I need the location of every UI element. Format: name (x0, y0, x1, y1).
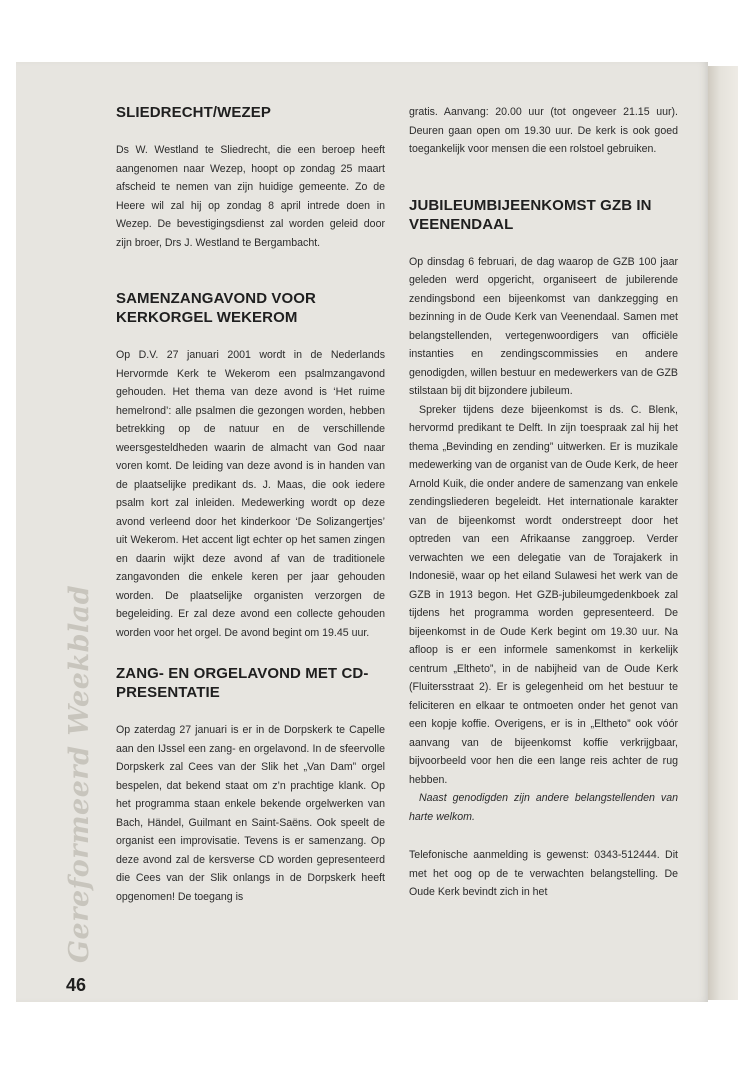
article-continuation: gratis. Aanvang: 20.00 uur (tot ongeveer 21.15 uur). Deuren gaan open om 19.30 uur. De kerk is ook goed toegankelijk voor mensen die een rolstoel gebruiken. (409, 106, 678, 155)
article-sliedrecht-wezep: Ds W. Westland te Sliedrecht, die een beroep heeft aangenomen naar Wezep, hoopt op zondag 25 maart afscheid te nemen van zijn huidige gemeente. Zo de Heere wil zal hij op zondag 8 april intrede doen in Wezep. De bevestigingsdienst zal worden geleid door zijn broer, Drs J. Westland te Bergambacht. (116, 144, 385, 249)
article-zang-orgelavond: Op zaterdag 27 januari is er in de Dorpskerk te Capelle aan den IJssel een zang- en orgelavond. In de sfeervolle Dorpskerk zal Cees van der Slik het „Van Dam” orgel bespelen, dat bekend staat om z’n prachtige klank. Op het programma staan enkele bekende orgelwerken van Bach, Händel, Guilmant en Saint-Saëns. Ook speelt de organist een improvisatie. Tevens is er samenzang. Op deze avond zal de kersverse CD worden gepresenteerd die Cees van der Slik onlangs in de Dorpskerk heeft opgenomen! De toegang is (116, 724, 385, 903)
article-jubileum-paragraph: Spreker tijdens deze bijeenkomst is ds. C. Blenk, hervormd predikant te Delft. In zijn toespraak zal hij het thema „Bevinding en zending” uitwerken. Er is muzikale medewerking van de organist van de Oude Kerk, de heer Arnold Kuik, die onder andere de samenzang van enkele zendingsliederen begeleidt. Het internationale karakter van de bijeenkomst wordt onderstreept door het optreden van een Afrikaanse zanggroep. Verder verwachten we een delegatie van de Torajakerk in Indonesië, waar op het eiland Sulawesi het werk van de GZB in 1913 begon. Het GZB-jubileumgedenkboek zal tijdens het programma worden gepresenteerd. De bijeenkomst in de Oude Kerk begint om 19.30 uur. Na afloop is er een informele samenkomst in kerkelijk centrum „Eltheto”, in de nabijheid van de Oude Kerk (Fluitersstraat 2). Er is gelegenheid om het bestuur te feliciteren en elkaar te ontmoeten onder het genot van een kopje koffie. Overigens, er is in „Eltheto” ook vóór aanvang van de bijeenkomst koffie verkrijgbaar, bijvoorbeeld voor hen die een lange reis achter de rug hebben. (409, 403, 678, 786)
magazine-title-vertical: Gereformeerd Weekblad (64, 584, 95, 963)
right-column (409, 103, 678, 902)
left-column (116, 103, 385, 906)
article-samenzangavond: Op D.V. 27 januari 2001 wordt in de Nederlands Hervormde Kerk te Wekerom een psalmzangavond gehouden. Het thema van deze avond is ‘Het ruime hemelrond’: alle psalmen die gezongen worden, hebben betrekking op de natuur en de verschillende weersgesteldheden waarin de almacht van God naar voren komt. De leiding van deze avond is in handen van de plaatselijke predikant ds. J. Maas, die ook iedere psalm kort zal inleiden. Medewerking wordt op deze avond verleend door het kinderkoor ‘De Solizangertjes’ uit Wekerom. Het accent ligt echter op het samen zingen en daarin wijkt deze avond af van de traditionele zangavonden die enkele keren per jaar gehouden worden. De plaatselijke organisten verzorgen de begeleiding. Er zal deze avond een collecte gehouden worden voor het orgel. De avond begint om 19.45 uur. (116, 349, 385, 639)
article-jubileum-registration: Telefonische aanmelding is gewenst: 0343-512444. Dit met het oog op de te verwachten belangstelling. De Oude Kerk bevindt zich in het (409, 849, 678, 898)
page-number: 46 (66, 975, 87, 995)
heading-samenzangavond: SAMENZANGAVOND VOOR KERKORGEL WEKEROM (116, 290, 316, 326)
heading-sliedrecht-wezep: SLIEDRECHT/WEZEP (116, 104, 271, 121)
heading-jubileumbijeenkomst: JUBILEUMBIJEENKOMST GZB IN VEENENDAAL (409, 196, 652, 233)
article-jubileum-welcome: Naast genodigden zijn andere belangstellenden van harte welkom. (409, 792, 678, 823)
heading-zang-orgelavond: ZANG- EN ORGELAVOND MET CD-PRESENTATIE (116, 665, 369, 701)
article-jubileum-paragraph: Op dinsdag 6 februari, de dag waarop de GZB 100 jaar geleden werd opgericht, organiseert de jubilerende zendingsbond een bijeenkomst van dankzegging en bezinning in de Oude Kerk van Veenendaal. Samen met belangstellenden, vertegenwoordigers van officiële instanties en zendingscommissies en andere genodigden, willen bestuur en medewerkers van de GZB stilstaan bij dit bijzondere jubileum. (409, 255, 678, 397)
adjacent-page-edge (708, 66, 738, 1000)
